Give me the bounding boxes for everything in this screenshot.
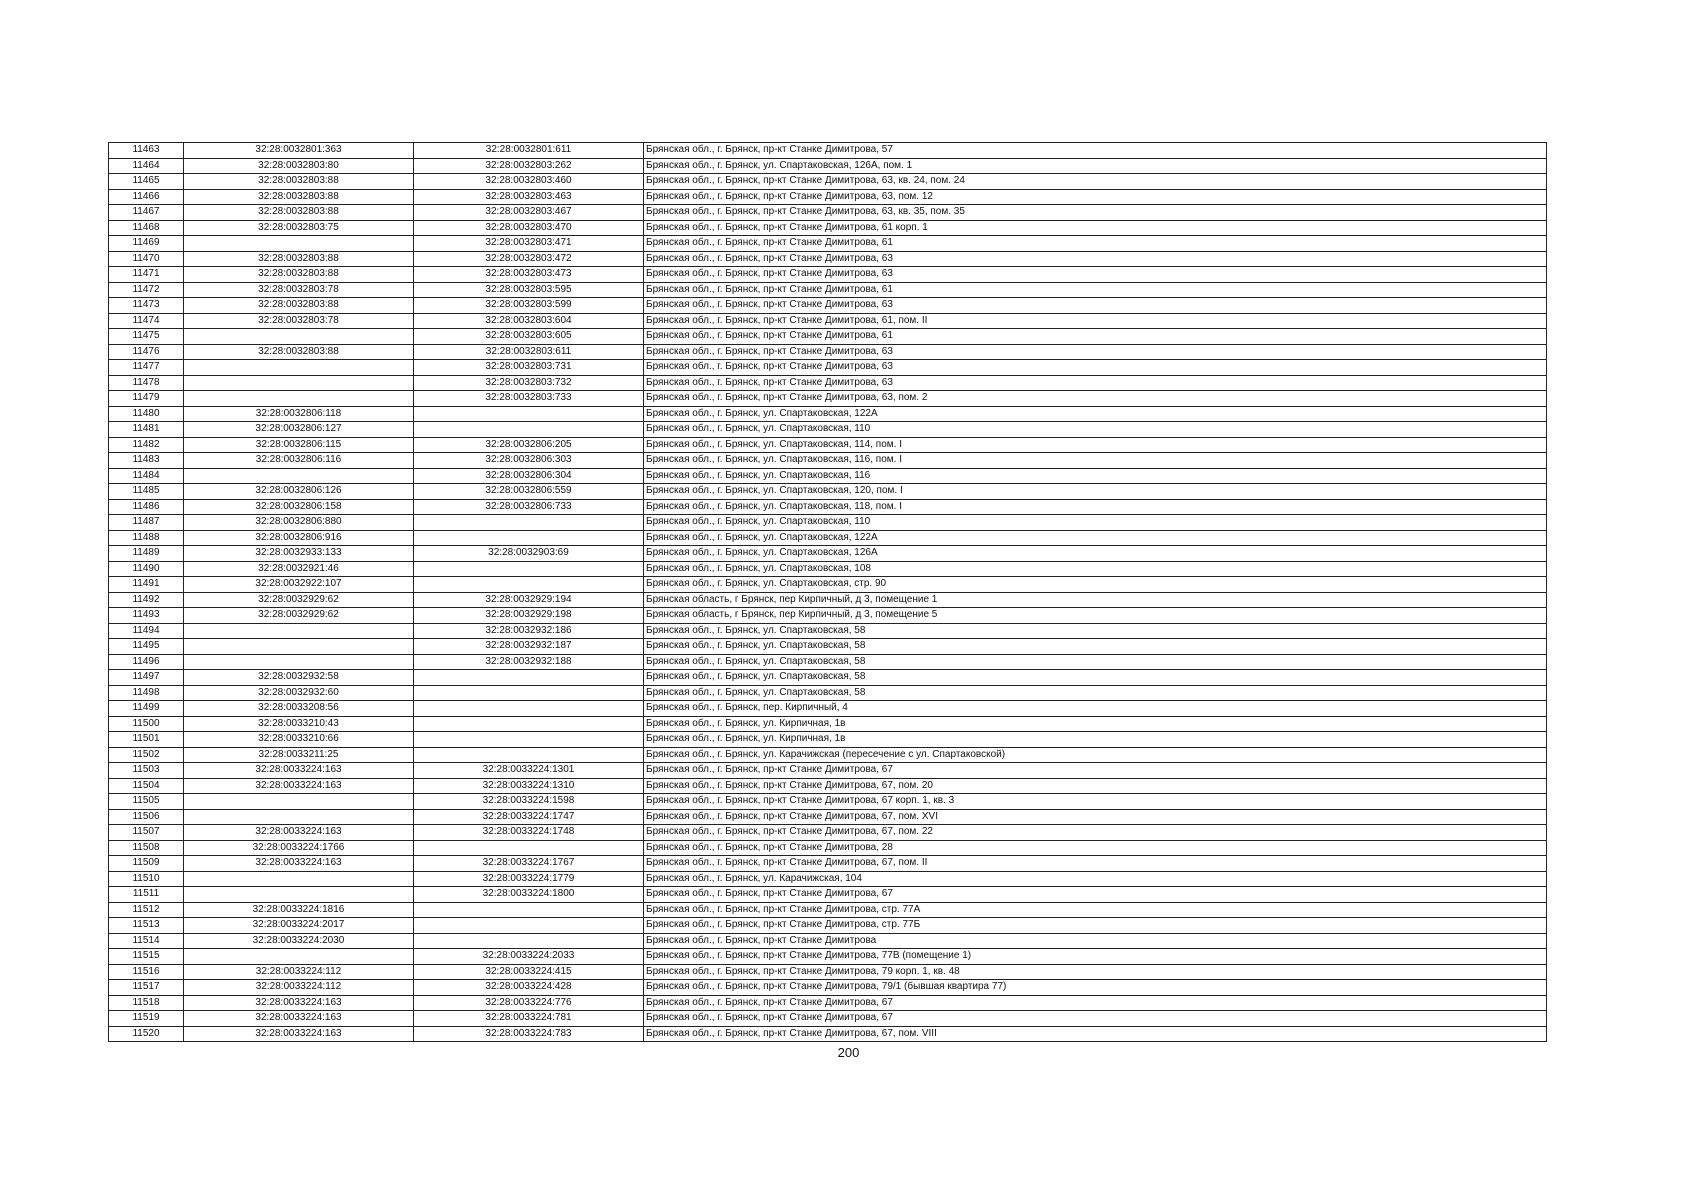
address-cell: Брянская обл., г. Брянск, пр-кт Станке Димитрова, 63 <box>644 298 1547 314</box>
cadastral-object-cell: 32:28:0032803:463 <box>414 189 644 205</box>
cadastral-land-cell: 32:28:0033224:1766 <box>184 840 414 856</box>
table-row <box>109 205 1547 221</box>
table-row <box>109 313 1547 329</box>
cadastral-land-cell: 32:28:0032803:88 <box>184 174 414 190</box>
address-cell: Брянская обл., г. Брянск, ул. Карачижская, 104 <box>644 871 1547 887</box>
address-cell: Брянская обл., г. Брянск, ул. Спартаковская, 126А, пом. 1 <box>644 158 1547 174</box>
address-cell: Брянская область, г Брянск, пер Кирпичный, д 3, помещение 5 <box>644 608 1547 624</box>
address-cell: Брянская обл., г. Брянск, пр-кт Станке Димитрова, 67, пом. 22 <box>644 825 1547 841</box>
row-number-cell: 11517 <box>109 980 184 996</box>
table-row <box>109 856 1547 872</box>
address-cell: Брянская обл., г. Брянск, ул. Спартаковская, 58 <box>644 685 1547 701</box>
table-row <box>109 577 1547 593</box>
cadastral-object-cell <box>414 670 644 686</box>
cadastral-land-cell: 32:28:0032803:88 <box>184 189 414 205</box>
table-row <box>109 499 1547 515</box>
cadastral-object-cell: 32:28:0032929:194 <box>414 592 644 608</box>
address-cell: Брянская область, г Брянск, пер Кирпичный, д 3, помещение 1 <box>644 592 1547 608</box>
cadastral-land-cell: 32:28:0032932:60 <box>184 685 414 701</box>
row-number-cell: 11513 <box>109 918 184 934</box>
cadastral-object-cell <box>414 561 644 577</box>
address-cell: Брянская обл., г. Брянск, пр-кт Станке Димитрова, 63 <box>644 267 1547 283</box>
cadastral-land-cell <box>184 949 414 965</box>
address-cell: Брянская обл., г. Брянск, пр-кт Станке Димитрова, 67, пом. XVI <box>644 809 1547 825</box>
cadastral-land-cell: 32:28:0032806:116 <box>184 453 414 469</box>
table-row <box>109 980 1547 996</box>
row-number-cell: 11509 <box>109 856 184 872</box>
cadastral-object-cell <box>414 902 644 918</box>
address-cell: Брянская обл., г. Брянск, пр-кт Станке Димитрова, 67 <box>644 995 1547 1011</box>
table-row <box>109 825 1547 841</box>
table-row <box>109 546 1547 562</box>
table-row <box>109 778 1547 794</box>
row-number-cell: 11516 <box>109 964 184 980</box>
cadastral-object-cell: 32:28:0032806:205 <box>414 437 644 453</box>
table-row <box>109 561 1547 577</box>
table-row <box>109 747 1547 763</box>
address-cell: Брянская обл., г. Брянск, ул. Спартаковская, 110 <box>644 515 1547 531</box>
cadastral-land-cell: 32:28:0033224:112 <box>184 964 414 980</box>
cadastral-land-cell: 32:28:0032806:127 <box>184 422 414 438</box>
cadastral-land-cell: 32:28:0033224:2017 <box>184 918 414 934</box>
row-number-cell: 11469 <box>109 236 184 252</box>
table-row <box>109 887 1547 903</box>
row-number-cell: 11481 <box>109 422 184 438</box>
table-row <box>109 189 1547 205</box>
cadastral-land-cell: 32:28:0032806:118 <box>184 406 414 422</box>
cadastral-object-cell: 32:28:0033224:776 <box>414 995 644 1011</box>
table-row <box>109 608 1547 624</box>
row-number-cell: 11471 <box>109 267 184 283</box>
address-cell: Брянская обл., г. Брянск, пр-кт Станке Димитрова, 63, кв. 24, пом. 24 <box>644 174 1547 190</box>
cadastral-object-cell: 32:28:0032803:604 <box>414 313 644 329</box>
table-row <box>109 654 1547 670</box>
address-cell: Брянская обл., г. Брянск, ул. Спартаковская, 108 <box>644 561 1547 577</box>
cadastral-land-cell <box>184 623 414 639</box>
address-cell: Брянская обл., г. Брянск, ул. Спартаковская, 58 <box>644 623 1547 639</box>
address-cell: Брянская обл., г. Брянск, пр-кт Станке Димитрова, 61 <box>644 282 1547 298</box>
table-row <box>109 174 1547 190</box>
row-number-cell: 11505 <box>109 794 184 810</box>
table-row <box>109 453 1547 469</box>
row-number-cell: 11491 <box>109 577 184 593</box>
row-number-cell: 11468 <box>109 220 184 236</box>
row-number-cell: 11492 <box>109 592 184 608</box>
cadastral-land-cell: 32:28:0032929:62 <box>184 608 414 624</box>
address-cell: Брянская обл., г. Брянск, пр-кт Станке Димитрова, стр. 77А <box>644 902 1547 918</box>
row-number-cell: 11467 <box>109 205 184 221</box>
row-number-cell: 11476 <box>109 344 184 360</box>
cadastral-land-cell <box>184 468 414 484</box>
row-number-cell: 11463 <box>109 143 184 159</box>
cadastral-land-cell: 32:28:0033224:163 <box>184 763 414 779</box>
cadastral-land-cell: 32:28:0033224:163 <box>184 778 414 794</box>
cadastral-land-cell <box>184 375 414 391</box>
table-row <box>109 701 1547 717</box>
cadastral-object-cell <box>414 422 644 438</box>
cadastral-land-cell: 32:28:0033210:66 <box>184 732 414 748</box>
row-number-cell: 11465 <box>109 174 184 190</box>
row-number-cell: 11519 <box>109 1011 184 1027</box>
address-cell: Брянская обл., г. Брянск, пр-кт Станке Димитрова, 61 <box>644 329 1547 345</box>
address-cell: Брянская обл., г. Брянск, ул. Спартаковская, 126А <box>644 546 1547 562</box>
table-row <box>109 732 1547 748</box>
address-cell: Брянская обл., г. Брянск, пр-кт Станке Димитрова, 67 корп. 1, кв. 3 <box>644 794 1547 810</box>
row-number-cell: 11520 <box>109 1026 184 1042</box>
table-row <box>109 623 1547 639</box>
address-cell: Брянская обл., г. Брянск, пр-кт Станке Димитрова, стр. 77Б <box>644 918 1547 934</box>
cadastral-object-cell: 32:28:0033224:1748 <box>414 825 644 841</box>
cadastral-land-cell: 32:28:0032932:58 <box>184 670 414 686</box>
row-number-cell: 11501 <box>109 732 184 748</box>
cadastral-land-cell: 32:28:0033210:43 <box>184 716 414 732</box>
table-row <box>109 329 1547 345</box>
row-number-cell: 11494 <box>109 623 184 639</box>
cadastral-object-cell: 32:28:0033224:415 <box>414 964 644 980</box>
address-cell: Брянская обл., г. Брянск, ул. Спартаковская, стр. 90 <box>644 577 1547 593</box>
cadastral-land-cell: 32:28:0032803:80 <box>184 158 414 174</box>
table-row <box>109 1011 1547 1027</box>
cadastral-object-cell <box>414 530 644 546</box>
table-row <box>109 949 1547 965</box>
row-number-cell: 11515 <box>109 949 184 965</box>
table-row <box>109 670 1547 686</box>
address-cell: Брянская обл., г. Брянск, пр-кт Станке Димитрова, 67 <box>644 1011 1547 1027</box>
row-number-cell: 11487 <box>109 515 184 531</box>
address-cell: Брянская обл., г. Брянск, ул. Спартаковская, 116, пом. I <box>644 453 1547 469</box>
cadastral-land-cell: 32:28:0033224:1816 <box>184 902 414 918</box>
cadastral-object-cell: 32:28:0032903:69 <box>414 546 644 562</box>
table-row <box>109 902 1547 918</box>
table-row <box>109 251 1547 267</box>
cadastral-land-cell <box>184 794 414 810</box>
address-cell: Брянская обл., г. Брянск, ул. Спартаковская, 118, пом. I <box>644 499 1547 515</box>
cadastral-land-cell: 32:28:0032803:78 <box>184 282 414 298</box>
row-number-cell: 11500 <box>109 716 184 732</box>
cadastral-land-cell <box>184 809 414 825</box>
row-number-cell: 11486 <box>109 499 184 515</box>
table-row <box>109 871 1547 887</box>
row-number-cell: 11497 <box>109 670 184 686</box>
address-cell: Брянская обл., г. Брянск, пр-кт Станке Димитрова, 63 <box>644 344 1547 360</box>
row-number-cell: 11473 <box>109 298 184 314</box>
address-cell: Брянская обл., г. Брянск, ул. Спартаковская, 120, пом. I <box>644 484 1547 500</box>
row-number-cell: 11503 <box>109 763 184 779</box>
row-number-cell: 11489 <box>109 546 184 562</box>
address-cell: Брянская обл., г. Брянск, пр-кт Станке Димитрова, 67, пом. 20 <box>644 778 1547 794</box>
cadastral-land-cell: 32:28:0032801:363 <box>184 143 414 159</box>
cadastral-land-cell <box>184 391 414 407</box>
cadastral-object-cell: 32:28:0033224:1767 <box>414 856 644 872</box>
row-number-cell: 11464 <box>109 158 184 174</box>
address-cell: Брянская обл., г. Брянск, пер. Кирпичный, 4 <box>644 701 1547 717</box>
cadastral-object-cell <box>414 406 644 422</box>
address-cell: Брянская обл., г. Брянск, пр-кт Станке Димитрова, 63 <box>644 251 1547 267</box>
cadastral-object-cell <box>414 577 644 593</box>
cadastral-object-cell: 32:28:0032803:472 <box>414 251 644 267</box>
table-row <box>109 375 1547 391</box>
cadastral-object-cell: 32:28:0033224:783 <box>414 1026 644 1042</box>
table-row <box>109 809 1547 825</box>
address-cell: Брянская обл., г. Брянск, пр-кт Станке Димитрова <box>644 933 1547 949</box>
cadastral-land-cell: 32:28:0033224:2030 <box>184 933 414 949</box>
cadastral-object-cell: 32:28:0033224:1301 <box>414 763 644 779</box>
row-number-cell: 11511 <box>109 887 184 903</box>
row-number-cell: 11512 <box>109 902 184 918</box>
row-number-cell: 11472 <box>109 282 184 298</box>
row-number-cell: 11480 <box>109 406 184 422</box>
address-cell: Брянская обл., г. Брянск, ул. Кирпичная, 1в <box>644 732 1547 748</box>
address-cell: Брянская обл., г. Брянск, ул. Спартаковская, 122А <box>644 530 1547 546</box>
address-cell: Брянская обл., г. Брянск, ул. Спартаковская, 122А <box>644 406 1547 422</box>
cadastral-object-cell: 32:28:0032929:198 <box>414 608 644 624</box>
address-cell: Брянская обл., г. Брянск, пр-кт Станке Димитрова, 67 <box>644 887 1547 903</box>
cadastral-object-cell: 32:28:0033224:1747 <box>414 809 644 825</box>
page-number: 200 <box>837 1045 860 1060</box>
address-cell: Брянская обл., г. Брянск, пр-кт Станке Димитрова, 61 корп. 1 <box>644 220 1547 236</box>
row-number-cell: 11479 <box>109 391 184 407</box>
address-cell: Брянская обл., г. Брянск, пр-кт Станке Димитрова, 79 корп. 1, кв. 48 <box>644 964 1547 980</box>
cadastral-object-cell: 32:28:0032803:473 <box>414 267 644 283</box>
cadastral-land-cell: 32:28:0032806:158 <box>184 499 414 515</box>
cadastral-land-cell: 32:28:0033211:25 <box>184 747 414 763</box>
address-cell: Брянская обл., г. Брянск, ул. Спартаковская, 114, пом. I <box>644 437 1547 453</box>
cadastral-table-body <box>109 143 1547 1042</box>
table-row <box>109 391 1547 407</box>
cadastral-land-cell <box>184 639 414 655</box>
row-number-cell: 11485 <box>109 484 184 500</box>
row-number-cell: 11484 <box>109 468 184 484</box>
cadastral-object-cell: 32:28:0032803:732 <box>414 375 644 391</box>
cadastral-object-cell: 32:28:0032806:303 <box>414 453 644 469</box>
row-number-cell: 11508 <box>109 840 184 856</box>
cadastral-land-cell <box>184 236 414 252</box>
table-row <box>109 220 1547 236</box>
row-number-cell: 11514 <box>109 933 184 949</box>
address-cell: Брянская обл., г. Брянск, ул. Спартаковская, 116 <box>644 468 1547 484</box>
cadastral-object-cell <box>414 747 644 763</box>
address-cell: Брянская обл., г. Брянск, пр-кт Станке Димитрова, 63 <box>644 375 1547 391</box>
cadastral-object-cell: 32:28:0032803:470 <box>414 220 644 236</box>
cadastral-object-cell <box>414 918 644 934</box>
cadastral-object-cell: 32:28:0032801:611 <box>414 143 644 159</box>
row-number-cell: 11490 <box>109 561 184 577</box>
table-row <box>109 282 1547 298</box>
row-number-cell: 11518 <box>109 995 184 1011</box>
table-row <box>109 918 1547 934</box>
row-number-cell: 11495 <box>109 639 184 655</box>
table-row <box>109 158 1547 174</box>
cadastral-land-cell: 32:28:0033224:112 <box>184 980 414 996</box>
table-row <box>109 406 1547 422</box>
table-row <box>109 794 1547 810</box>
cadastral-object-cell: 32:28:0033224:428 <box>414 980 644 996</box>
address-cell: Брянская обл., г. Брянск, пр-кт Станке Димитрова, 61, пом. II <box>644 313 1547 329</box>
row-number-cell: 11488 <box>109 530 184 546</box>
address-cell: Брянская обл., г. Брянск, пр-кт Станке Димитрова, 67, пом. II <box>644 856 1547 872</box>
cadastral-object-cell: 32:28:0032932:187 <box>414 639 644 655</box>
cadastral-object-cell: 32:28:0033224:1800 <box>414 887 644 903</box>
table-row <box>109 685 1547 701</box>
table-row <box>109 484 1547 500</box>
row-number-cell: 11477 <box>109 360 184 376</box>
cadastral-object-cell <box>414 701 644 717</box>
cadastral-land-cell: 32:28:0033208:56 <box>184 701 414 717</box>
cadastral-object-cell: 32:28:0032932:188 <box>414 654 644 670</box>
cadastral-land-cell: 32:28:0033224:163 <box>184 825 414 841</box>
row-number-cell: 11482 <box>109 437 184 453</box>
address-cell: Брянская обл., г. Брянск, пр-кт Станке Димитрова, 28 <box>644 840 1547 856</box>
table-row <box>109 437 1547 453</box>
cadastral-land-cell: 32:28:0032803:88 <box>184 205 414 221</box>
cadastral-object-cell: 32:28:0033224:781 <box>414 1011 644 1027</box>
table-row <box>109 344 1547 360</box>
cadastral-land-cell <box>184 360 414 376</box>
table-row <box>109 515 1547 531</box>
cadastral-land-cell: 32:28:0032933:133 <box>184 546 414 562</box>
cadastral-land-cell: 32:28:0032921:46 <box>184 561 414 577</box>
cadastral-land-cell: 32:28:0032803:75 <box>184 220 414 236</box>
cadastral-object-cell <box>414 685 644 701</box>
table-row <box>109 964 1547 980</box>
row-number-cell: 11506 <box>109 809 184 825</box>
cadastral-object-cell <box>414 515 644 531</box>
address-cell: Брянская обл., г. Брянск, ул. Спартаковская, 110 <box>644 422 1547 438</box>
address-cell: Брянская обл., г. Брянск, пр-кт Станке Димитрова, 63 <box>644 360 1547 376</box>
table-row <box>109 995 1547 1011</box>
cadastral-object-cell: 32:28:0032932:186 <box>414 623 644 639</box>
cadastral-object-cell: 32:28:0032806:304 <box>414 468 644 484</box>
row-number-cell: 11496 <box>109 654 184 670</box>
cadastral-land-cell: 32:28:0032803:88 <box>184 298 414 314</box>
table-row <box>109 639 1547 655</box>
cadastral-object-cell <box>414 840 644 856</box>
cadastral-land-cell: 32:28:0032803:88 <box>184 267 414 283</box>
table-row <box>109 422 1547 438</box>
cadastral-land-cell: 32:28:0032803:88 <box>184 251 414 267</box>
cadastral-object-cell <box>414 716 644 732</box>
cadastral-object-cell: 32:28:0032803:605 <box>414 329 644 345</box>
cadastral-object-cell: 32:28:0033224:2033 <box>414 949 644 965</box>
row-number-cell: 11507 <box>109 825 184 841</box>
cadastral-object-cell: 32:28:0033224:1598 <box>414 794 644 810</box>
cadastral-land-cell: 32:28:0032806:126 <box>184 484 414 500</box>
cadastral-object-cell: 32:28:0032803:733 <box>414 391 644 407</box>
address-cell: Брянская обл., г. Брянск, ул. Спартаковская, 58 <box>644 670 1547 686</box>
cadastral-land-cell: 32:28:0032806:880 <box>184 515 414 531</box>
address-cell: Брянская обл., г. Брянск, пр-кт Станке Димитрова, 63, пом. 12 <box>644 189 1547 205</box>
cadastral-land-cell: 32:28:0033224:163 <box>184 995 414 1011</box>
cadastral-object-cell: 32:28:0032803:460 <box>414 174 644 190</box>
cadastral-object-cell: 32:28:0032803:595 <box>414 282 644 298</box>
address-cell: Брянская обл., г. Брянск, пр-кт Станке Димитрова, 57 <box>644 143 1547 159</box>
table-row <box>109 716 1547 732</box>
table-row <box>109 763 1547 779</box>
cadastral-land-cell: 32:28:0032806:115 <box>184 437 414 453</box>
cadastral-land-cell: 32:28:0033224:163 <box>184 856 414 872</box>
cadastral-object-cell: 32:28:0032803:731 <box>414 360 644 376</box>
address-cell: Брянская обл., г. Брянск, ул. Спартаковская, 58 <box>644 639 1547 655</box>
cadastral-object-cell: 32:28:0033224:1779 <box>414 871 644 887</box>
cadastral-land-cell: 32:28:0032922:107 <box>184 577 414 593</box>
table-row <box>109 267 1547 283</box>
row-number-cell: 11483 <box>109 453 184 469</box>
cadastral-table <box>108 142 1547 1042</box>
table-row <box>109 1026 1547 1042</box>
address-cell: Брянская обл., г. Брянск, пр-кт Станке Димитрова, 67 <box>644 763 1547 779</box>
cadastral-land-cell: 32:28:0032803:88 <box>184 344 414 360</box>
cadastral-object-cell <box>414 732 644 748</box>
table-row <box>109 840 1547 856</box>
row-number-cell: 11498 <box>109 685 184 701</box>
address-cell: Брянская обл., г. Брянск, ул. Кирпичная, 1в <box>644 716 1547 732</box>
cadastral-land-cell: 32:28:0032929:62 <box>184 592 414 608</box>
row-number-cell: 11493 <box>109 608 184 624</box>
table-row <box>109 530 1547 546</box>
row-number-cell: 11470 <box>109 251 184 267</box>
cadastral-land-cell <box>184 654 414 670</box>
address-cell: Брянская обл., г. Брянск, пр-кт Станке Димитрова, 77В (помещение 1) <box>644 949 1547 965</box>
table-row <box>109 592 1547 608</box>
row-number-cell: 11510 <box>109 871 184 887</box>
address-cell: Брянская обл., г. Брянск, пр-кт Станке Димитрова, 63, пом. 2 <box>644 391 1547 407</box>
cadastral-object-cell: 32:28:0032803:611 <box>414 344 644 360</box>
table-row <box>109 298 1547 314</box>
cadastral-object-cell: 32:28:0032803:471 <box>414 236 644 252</box>
table-row <box>109 143 1547 159</box>
address-cell: Брянская обл., г. Брянск, пр-кт Станке Димитрова, 67, пом. VIII <box>644 1026 1547 1042</box>
table-row <box>109 236 1547 252</box>
cadastral-land-cell: 32:28:0033224:163 <box>184 1026 414 1042</box>
address-cell: Брянская обл., г. Брянск, пр-кт Станке Димитрова, 61 <box>644 236 1547 252</box>
address-cell: Брянская обл., г. Брянск, ул. Карачижская (пересечение с ул. Спартаковской) <box>644 747 1547 763</box>
cadastral-object-cell: 32:28:0032803:599 <box>414 298 644 314</box>
cadastral-land-cell <box>184 871 414 887</box>
cadastral-land-cell: 32:28:0033224:163 <box>184 1011 414 1027</box>
row-number-cell: 11504 <box>109 778 184 794</box>
table-row <box>109 933 1547 949</box>
row-number-cell: 11474 <box>109 313 184 329</box>
cadastral-land-cell: 32:28:0032803:78 <box>184 313 414 329</box>
cadastral-land-cell: 32:28:0032806:916 <box>184 530 414 546</box>
row-number-cell: 11466 <box>109 189 184 205</box>
row-number-cell: 11499 <box>109 701 184 717</box>
cadastral-object-cell: 32:28:0033224:1310 <box>414 778 644 794</box>
cadastral-object-cell: 32:28:0032803:262 <box>414 158 644 174</box>
address-cell: Брянская обл., г. Брянск, пр-кт Станке Димитрова, 63, кв. 35, пом. 35 <box>644 205 1547 221</box>
cadastral-land-cell <box>184 887 414 903</box>
cadastral-object-cell <box>414 933 644 949</box>
address-cell: Брянская обл., г. Брянск, ул. Спартаковская, 58 <box>644 654 1547 670</box>
address-cell: Брянская обл., г. Брянск, пр-кт Станке Димитрова, 79/1 (бывшая квартира 77) <box>644 980 1547 996</box>
row-number-cell: 11475 <box>109 329 184 345</box>
cadastral-land-cell <box>184 329 414 345</box>
table-row <box>109 360 1547 376</box>
table-row <box>109 468 1547 484</box>
row-number-cell: 11502 <box>109 747 184 763</box>
cadastral-object-cell: 32:28:0032806:559 <box>414 484 644 500</box>
cadastral-object-cell: 32:28:0032806:733 <box>414 499 644 515</box>
row-number-cell: 11478 <box>109 375 184 391</box>
cadastral-object-cell: 32:28:0032803:467 <box>414 205 644 221</box>
